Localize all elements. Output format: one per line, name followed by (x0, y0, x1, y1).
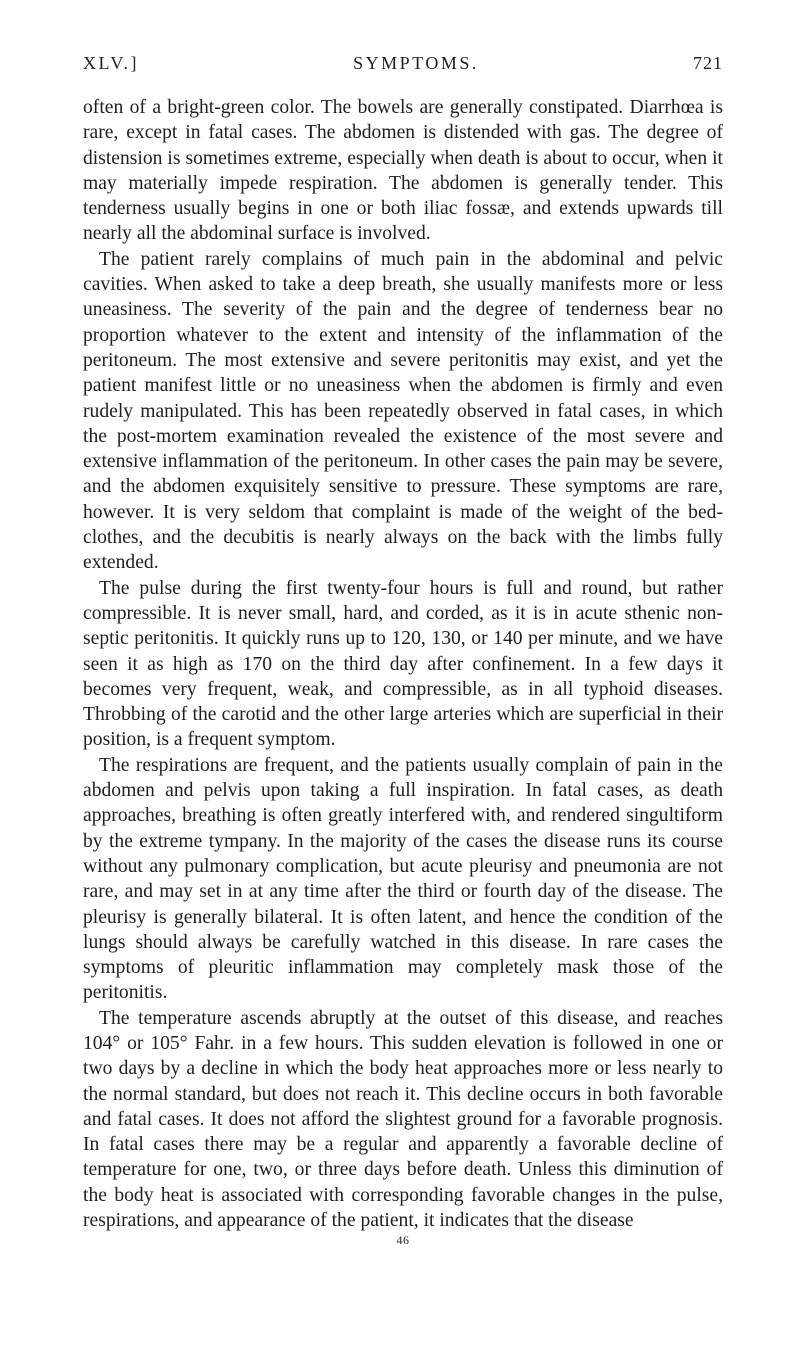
paragraph-temperature: The temperature ascends abruptly at the outset of this disease, and reaches 104° or 105° Fahr. in a few hours. This sudden elevation is followed in one or two days by a decline in which the body heat approaches more or less nearly to the normal standard, but does not reach it. This decline occurs in both favorable and fatal cases. It does not afford the slightest ground for a favorable prognosis. In fatal cases there may be a regular and apparently a favorable decline of temperature for one, two, or three days before death. Unless this diminution of the body heat is associated with corresponding favorable changes in the pulse, respirations, and appearance of the patient, it indicates that the disease (83, 1007, 723, 1232)
paragraph-pulse: The pulse during the first twenty-four hours is full and round, but rather compressible. It is never small, hard, and corded, as it is in acute sthenic non-septic peritonitis. It quickly runs up to 120, 130, or 140 per minute, and we have seen it as high as 170 on the third day after confinement. In a few days it becomes very frequent, weak, and compressible, as in all typhoid diseases. Throbbing of the carotid and the other large arteries which are superficial in their position, is a frequent symptom. (83, 577, 723, 751)
paragraph-bowels: often of a bright-green color. The bowels are generally constipated. Diarrhœa is rare, except in fatal cases. The abdomen is distended with gas. The degree of distension is sometimes extreme, especially when death is about to occur, when it may materially impede respiration. The abdomen is generally tender. This tenderness usually begins in one or both iliac fossæ, and extends upwards till nearly all the abdominal surface is involved. (83, 97, 723, 245)
chapter-label: XLV.] (83, 53, 140, 73)
book-page (83, 52, 723, 1247)
page-number: 721 (692, 53, 723, 73)
running-head (83, 52, 723, 74)
signature-mark: 46 (396, 1233, 410, 1248)
paragraph-respirations: The respirations are frequent, and the patients usually complain of pain in the abdomen and pelvis upon taking a full inspiration. In fatal cases, as death approaches, breathing is often greatly interfered with, and rendered singultiform by the extreme tympany. In the majority of the cases the disease runs its course without any pulmonary complication, but acute pleurisy and pneumonia are not rare, and may set in at any time after the third or fourth day of the disease. The pleurisy is generally bilateral. It is often latent, and hence the condition of the lungs should always be carefully watched in this disease. In rare cases the symptoms of pleuritic inflammation may completely mask those of the peritonitis. (83, 754, 723, 1004)
body-text (83, 95, 723, 1233)
paragraph-pain: The patient rarely complains of much pain in the abdominal and pelvic cavities. When asked to take a deep breath, she usually manifests more or less uneasiness. The severity of the pain and the degree of tenderness bear no proportion whatever to the extent and intensity of the inflammation of the peritoneum. The most extensive and severe peritonitis may exist, and yet the patient manifest little or no uneasiness when the abdomen is firmly and even rudely manipulated. This has been repeatedly observed in fatal cases, in which the post-mortem examination revealed the existence of the most severe and extensive inflammation of the peritoneum. In other cases the pain may be severe, and the abdomen exquisitely sensitive to pressure. These symptoms are rare, however. It is very seldom that complaint is made of the weight of the bed-clothes, and the decubitis is nearly always on the back with the limbs fully extended. (83, 248, 723, 574)
section-title: SYMPTOMS. (353, 53, 479, 73)
